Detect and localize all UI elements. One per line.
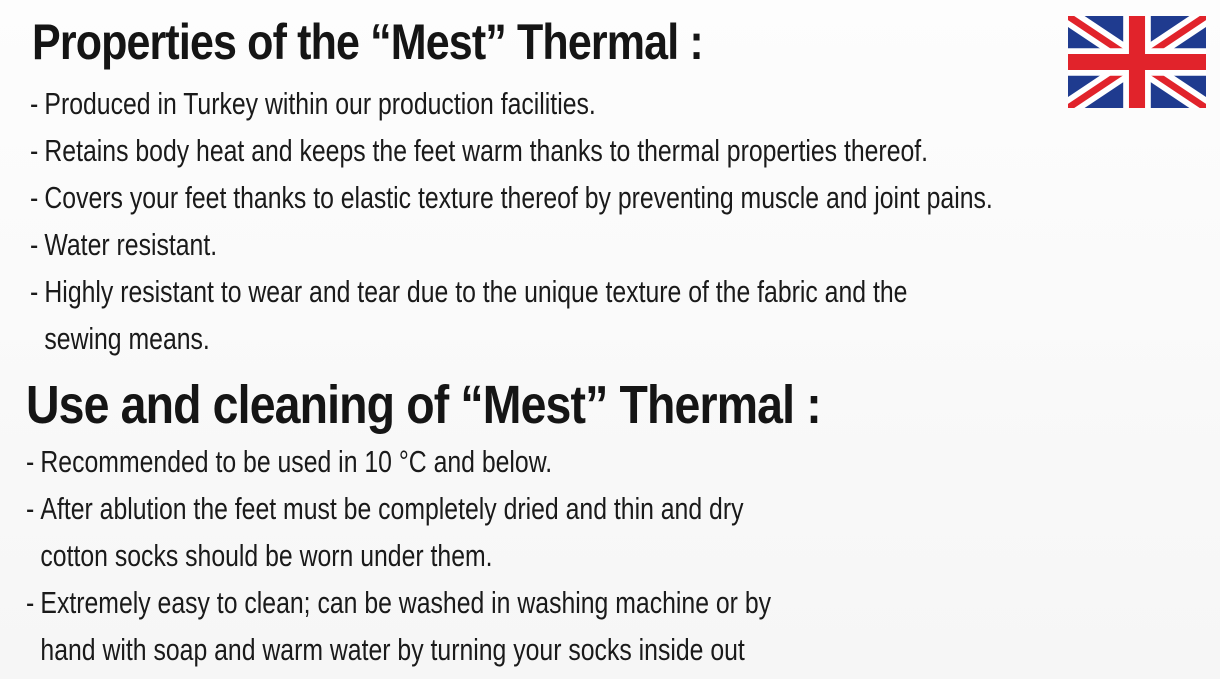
list-item-text: Highly resistant to wear and tear due to the unique texture of the fabric and the [44, 274, 908, 309]
bullet-dash: - [26, 444, 35, 479]
list-item-text: After ablution the feet must be completely dried and thin and dry [40, 491, 744, 526]
list-item [30, 268, 993, 362]
bullet-dash: - [30, 86, 39, 121]
list-item-text: Recommended to be used in 10 °C and below. [40, 444, 553, 479]
list-item [26, 438, 771, 485]
bullet-dash: - [30, 133, 39, 168]
list-item-text: Covers your feet thanks to elastic texture thereof by preventing muscle and joint pains. [44, 180, 993, 215]
list-item [30, 80, 993, 127]
use-cleaning-list [26, 438, 771, 673]
list-item-text: Retains body heat and keeps the feet warm thanks to thermal properties thereof. [44, 133, 929, 168]
list-item [30, 221, 993, 268]
uk-flag-icon [1068, 16, 1206, 108]
list-item [30, 174, 993, 221]
bullet-dash: - [30, 227, 39, 262]
properties-heading: Properties of the “Mest” Thermal : [32, 14, 703, 70]
bullet-dash: - [30, 274, 39, 309]
list-item [30, 127, 993, 174]
list-item-text-continued: hand with soap and warm water by turning your socks inside out [40, 632, 745, 667]
properties-list [30, 80, 993, 362]
list-item [26, 579, 771, 673]
list-item [26, 485, 771, 579]
list-item-text-continued: sewing means. [44, 321, 210, 356]
bullet-dash: - [30, 180, 39, 215]
bullet-dash: - [26, 585, 35, 620]
list-item-text: Extremely easy to clean; can be washed in washing machine or by [40, 585, 772, 620]
list-item-text-continued: cotton socks should be worn under them. [40, 538, 493, 573]
list-item-text: Produced in Turkey within our production facilities. [44, 86, 596, 121]
use-cleaning-heading: Use and cleaning of “Mest” Thermal : [26, 375, 821, 435]
bullet-dash: - [26, 491, 35, 526]
list-item-text: Water resistant. [44, 227, 218, 262]
